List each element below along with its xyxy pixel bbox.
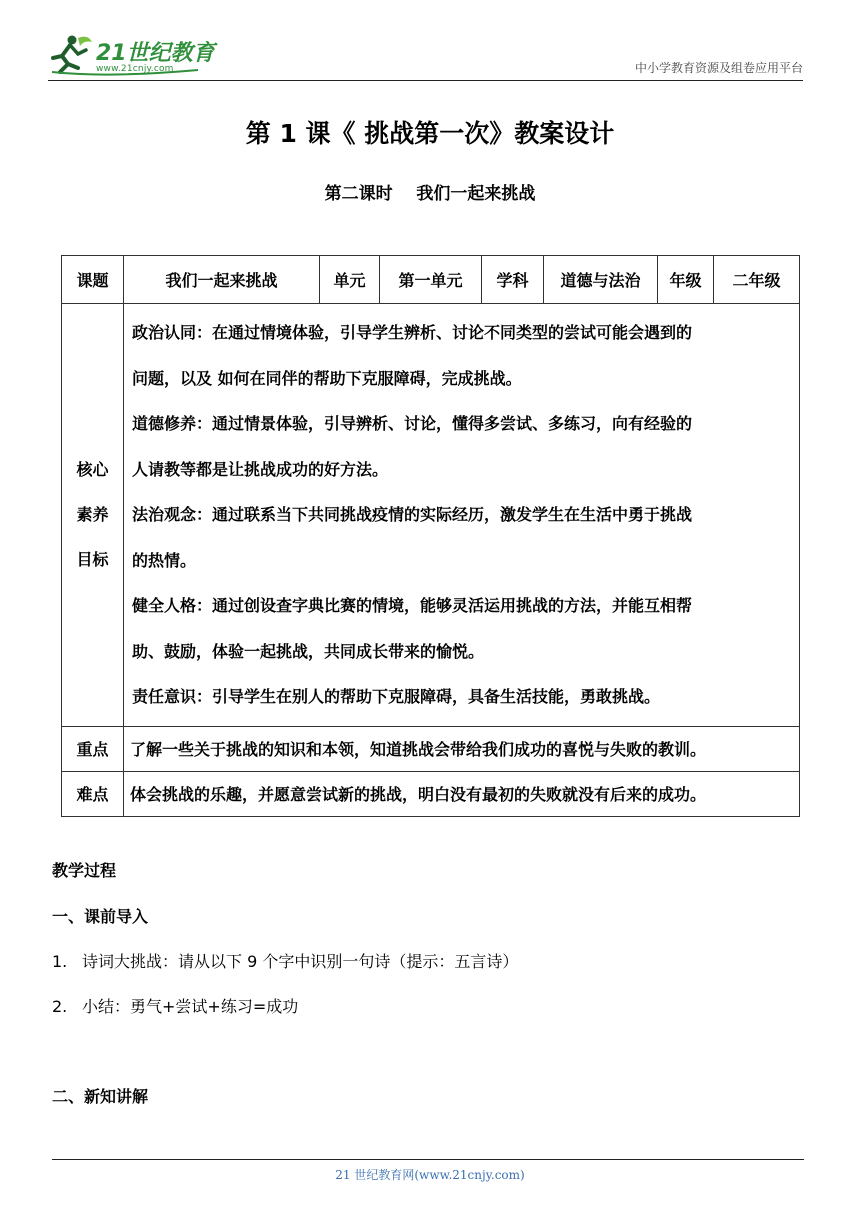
list-item-index: 1. (52, 952, 68, 971)
core-label-line: 核心 (76, 460, 109, 480)
list-item (52, 994, 298, 1017)
goal-line: 助、鼓励，体验一起挑战，共同成长带来的愉悦。 (132, 641, 485, 661)
page-footer: 21 世纪教育网(www.21cnjy.com) (335, 1168, 525, 1182)
key-text: 了解一些关于挑战的知识和本领，知道挑战会带给我们成功的喜悦与失败的教训。 (124, 726, 800, 771)
logo-url: www.21cnjy.com (96, 64, 174, 74)
grade-label: 年级 (658, 256, 714, 304)
list-item-index: 2. (52, 997, 68, 1016)
grade-value: 二年级 (714, 256, 800, 304)
logo-text: 21世纪教育 (96, 41, 215, 66)
platform-name: 中小学教育资源及组卷应用平台 (634, 61, 803, 75)
page-header (48, 30, 803, 81)
topic-label: 课题 (62, 256, 124, 304)
goal-line: 法治观念：通过联系当下共同挑战疫情的实际经历，激发学生在生活中勇于挑战 (132, 505, 693, 524)
goal-line: 健全人格：通过创设查字典比赛的情境，能够灵活运用挑战的方法，并能互相帮 (132, 596, 693, 615)
table-row-core (62, 304, 800, 727)
core-goals-label (62, 304, 124, 727)
table-row-difficulty (62, 771, 800, 816)
section-heading-intro: 一、课前导入 (52, 907, 149, 926)
difficulty-text: 体会挑战的乐趣，并愿意尝试新的挑战，明白没有最初的失败就没有后来的成功。 (124, 771, 800, 816)
goal-line: 的热情。 (132, 550, 197, 570)
core-label-line: 目标 (76, 550, 109, 570)
process-heading: 教学过程 (52, 861, 117, 880)
subject-value: 道德与法治 (544, 256, 658, 304)
list-item-text: 诗词大挑战：请从以下 9 个字中识别一句诗（提示：五言诗） (82, 952, 519, 971)
goal-line: 人请教等都是让挑战成功的好方法。 (132, 459, 389, 479)
unit-value: 第一单元 (380, 256, 482, 304)
footer-divider (52, 1159, 804, 1160)
lesson-plan-table (61, 255, 800, 817)
list-item-text: 小结：勇气+尝试+练习=成功 (82, 997, 299, 1016)
topic-value: 我们一起来挑战 (124, 256, 320, 304)
page-subtitle: 第二课时 我们一起来挑战 (324, 184, 536, 204)
table-row-info (62, 256, 800, 304)
goal-line: 道德修养：通过情景体验，引导辨析、讨论，懂得多尝试、多练习，向有经验的 (132, 414, 693, 433)
core-label-line: 素养 (76, 505, 109, 525)
goal-line: 政治认同：在通过情境体验，引导学生辨析、讨论不同类型的尝试可能会遇到的 (132, 323, 693, 342)
goal-line: 问题，以及 如何在同伴的帮助下克服障碍，完成挑战。 (132, 368, 522, 388)
goal-line: 责任意识：引导学生在别人的帮助下克服障碍，具备生活技能，勇敢挑战。 (132, 687, 661, 706)
subject-label: 学科 (482, 256, 544, 304)
table-row-key (62, 726, 800, 771)
list-item (52, 949, 518, 972)
unit-label: 单元 (320, 256, 380, 304)
page-title: 第 1 课《 挑战第一次》教案设计 (245, 119, 615, 148)
core-goals-text (124, 304, 800, 727)
difficulty-label: 难点 (62, 771, 124, 816)
key-label: 重点 (62, 726, 124, 771)
section-heading-new: 二、新知讲解 (52, 1087, 149, 1106)
